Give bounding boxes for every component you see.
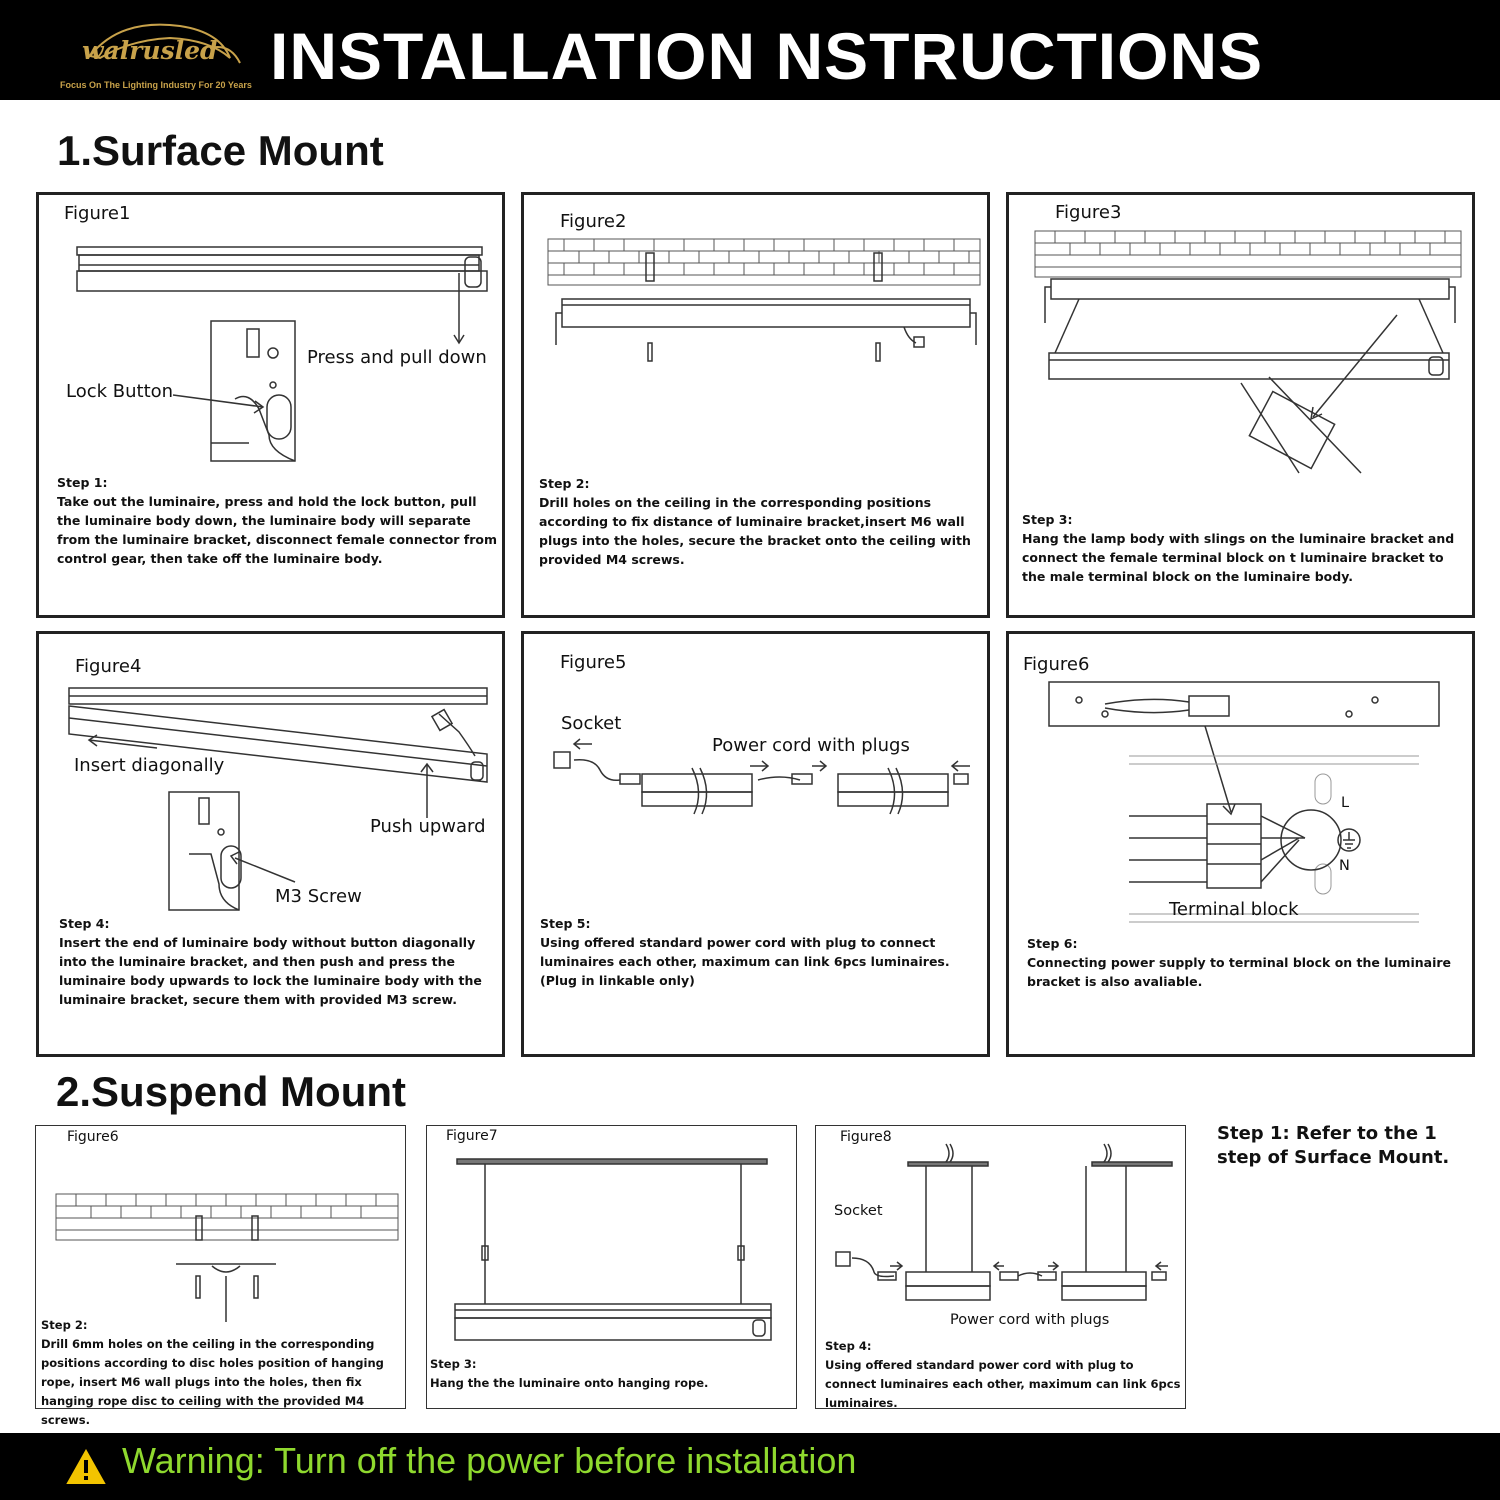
figure6-diagram (1009, 634, 1478, 1060)
suspend-socket-callout: Socket (834, 1203, 883, 1219)
refer-step1-note: Step 1: Refer to the 1 step of Surface Mount. (1217, 1123, 1450, 1168)
section-title-suspend: 2.Suspend Mount (56, 1068, 406, 1115)
page-title: INSTALLATION NSTRUCTIONS (270, 19, 1264, 93)
figure5-diagram (524, 634, 993, 1060)
suspend-figure8-panel (815, 1125, 1186, 1409)
insert-diagonally-callout: Insert diagonally (74, 755, 225, 776)
figure1-panel (36, 192, 505, 618)
figure2-label: Figure2 (560, 211, 627, 232)
power-cord-callout: Power cord with plugs (712, 735, 910, 756)
figure3-panel (1006, 192, 1475, 618)
figure5-panel (521, 631, 990, 1057)
lock-button-callout: Lock Button (66, 381, 174, 402)
figure4-panel (36, 631, 505, 1057)
step5-text: Step 5: Using offered standard power cord with plug to connect luminaires each other, maximum can link 6pcs luminaires. (Plug in linkable only) (540, 916, 950, 988)
suspend-figure6-panel (35, 1125, 406, 1427)
figure4-label: Figure4 (75, 656, 142, 677)
figure5-label: Figure5 (560, 652, 627, 673)
neutral-N-callout: N (1339, 858, 1350, 874)
step4-text: Step 4: Insert the end of luminaire body without button diagonally into the luminaire bracket, and then push and press the luminaire body upwards to lock the luminaire body with the luminaire bracket, secure them with provided M3 screw. (59, 916, 482, 1007)
socket-icon (554, 752, 570, 768)
suspend-figure7-label: Figure7 (446, 1128, 498, 1144)
live-L-callout: L (1341, 795, 1350, 811)
figure6-label: Figure6 (1023, 654, 1090, 675)
socket-icon-small (836, 1252, 850, 1266)
push-upward-callout: Push upward (370, 816, 486, 837)
figure3-label: Figure3 (1055, 202, 1122, 223)
suspend-power-cord-callout: Power cord with plugs (950, 1312, 1110, 1328)
step6-text: Step 6: Connecting power supply to terminal block on the luminaire bracket is also avaliable. (1027, 936, 1452, 989)
warning-triangle-icon (66, 1449, 106, 1485)
terminal-block-callout: Terminal block (1169, 899, 1299, 920)
suspend-figure7-panel (426, 1125, 797, 1409)
suspend-figure6-label: Figure6 (67, 1129, 119, 1145)
brand-logo (60, 18, 260, 90)
suspend-figure8-label: Figure8 (840, 1129, 892, 1145)
figure6-panel (1006, 631, 1475, 1057)
step2-text: Step 2: Drill holes on the ceiling in the corresponding positions according to fix distance of luminaire bracket,insert M6 wall plugs into the holes, secure the bracket onto the ceiling with provided M4 screws. (539, 476, 971, 567)
m3-screw-callout: M3 Screw (275, 886, 362, 907)
suspend-step3-text: Step 3: Hang the the luminaire onto hanging rope. (430, 1357, 709, 1390)
socket-callout: Socket (561, 713, 622, 734)
brand-name: walrusled (82, 36, 218, 65)
warning-text: Warning: Turn off the power before installation (122, 1440, 857, 1481)
suspend-step2-text: Step 2: Drill 6mm holes on the ceiling in the corresponding positions according to disc holes position of hanging rope, insert M6 wall plugs into the holes, then fix hanging rope disc to ceiling with the provided M4 screws. (41, 1318, 384, 1427)
press-pull-callout: Press and pull down (307, 347, 487, 368)
figure1-label: Figure1 (64, 203, 131, 224)
section-title-surface: 1.Surface Mount (57, 127, 384, 174)
step3-text: Step 3: Hang the lamp body with slings on the luminaire bracket and connect the female terminal block on t luminaire bracket to the male terminal block on the luminaire body. (1022, 512, 1455, 584)
step1-text: Step 1: Take out the luminaire, press and hold the lock button, pull the luminaire body down, the luminaire body will separate from the luminaire bracket, disconnect female connector from control gear, then take off the luminaire body. (57, 475, 498, 566)
brand-tagline: Focus On The Lighting Industry For 20 Years (60, 80, 252, 90)
figure2-panel (521, 192, 990, 618)
suspend-step4-text: Step 4: Using offered standard power cord with plug to connect luminaires each other, maximum can link 6pcs luminaires. (825, 1339, 1181, 1410)
